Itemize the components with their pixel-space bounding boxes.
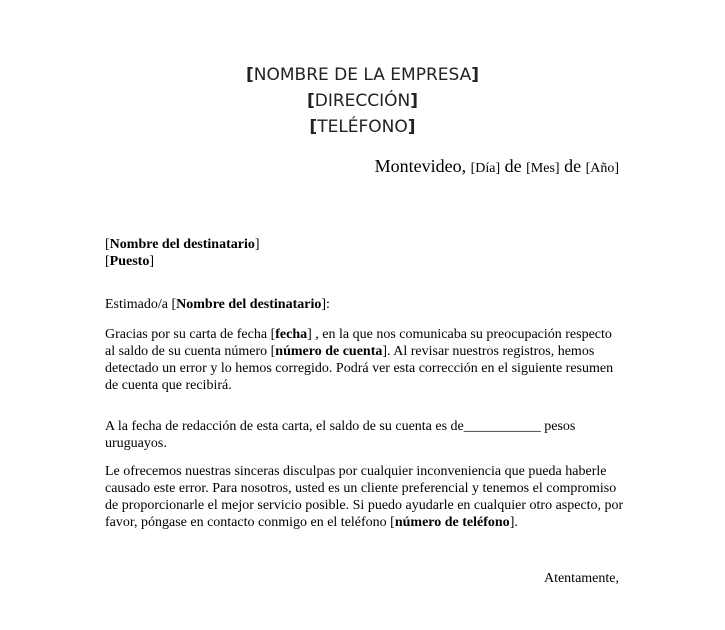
company-name: [NOMBRE DE LA EMPRESA] xyxy=(245,65,480,85)
date-city: Montevideo, xyxy=(374,156,467,176)
closing: Atentamente, xyxy=(543,571,619,586)
date-day: [Día] xyxy=(470,161,501,176)
date-year: [Año] xyxy=(585,161,619,176)
recipient-position: [Puesto] xyxy=(105,254,155,269)
date-month: [Mes] xyxy=(526,161,560,176)
date-de-2: de xyxy=(564,156,582,176)
recipient-block xyxy=(105,236,625,270)
date-line xyxy=(375,156,619,177)
letterhead xyxy=(0,62,725,140)
paragraph-3: Le ofrecemos nuestras sinceras disculpas por cualquier inconveniencia que pueda haberle causado este error. Para nosotros, usted es un cliente preferencial y tenemos el compromiso de proporcionarle el mejor servicio posible. Si puedo ayudarle en cualquier otro aspecto, por favor, póngase en contacto conmigo en el teléfono [número de teléfono]. xyxy=(105,464,624,530)
paragraph-1: Gracias por su carta de fecha [fecha] , en la que nos comunicaba su preocupación respecto al saldo de su cuenta número [número de cuenta]. Al revisar nuestros registros, hemos detectado un error y lo hemos corregido. Podrá ver esta corrección en el siguiente resumen de cuenta que recibirá. xyxy=(105,327,614,393)
greeting: Estimado/a [Nombre del destinatario]: xyxy=(105,297,330,312)
recipient-name: [Nombre del destinatario] xyxy=(105,237,260,252)
company-phone: [TELÉFONO] xyxy=(309,117,416,137)
date-de-1: de xyxy=(504,156,522,176)
paragraph-2: A la fecha de redacción de esta carta, el saldo de su cuenta es de___________ pesos uruguayos. xyxy=(105,419,576,451)
company-address: [DIRECCIÓN] xyxy=(306,91,419,111)
